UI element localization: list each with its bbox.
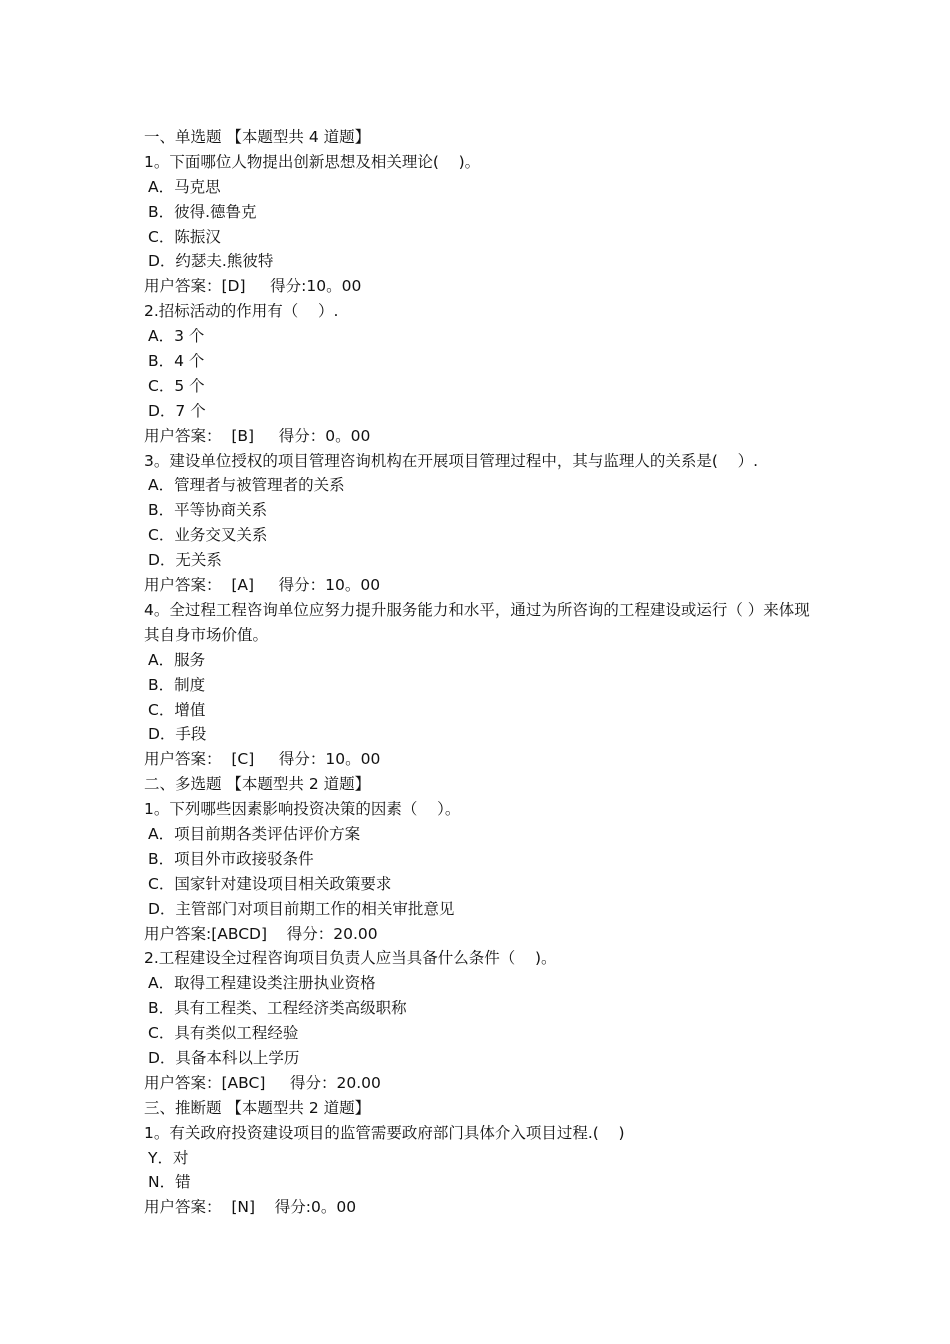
option-d: D．具备本科以上学历 bbox=[148, 1048, 300, 1067]
question-stem: 1。下面哪位人物提出创新思想及相关理论( )。 bbox=[144, 152, 481, 171]
option-a: A．马克思 bbox=[148, 177, 221, 196]
question-stem: 3。建设单位授权的项目管理咨询机构在开展项目管理过程中，其与监理人的关系是( ）. bbox=[144, 451, 759, 470]
section-header: 三、推断题 【本题型共 2 道题】 bbox=[144, 1098, 371, 1117]
question-stem: 4。全过程工程咨询单位应努力提升服务能力和水平，通过为所咨询的工程建设或运行（ ）来体现其自身市场价值。 bbox=[144, 600, 810, 644]
option-n: N．错 bbox=[148, 1173, 191, 1192]
option-b: B．项目外市政接驳条件 bbox=[148, 849, 314, 868]
question-stem: 1。下列哪些因素影响投资决策的因素（ ）。 bbox=[144, 800, 461, 819]
option-c: C．陈振汉 bbox=[148, 227, 221, 246]
question-stem: 1。有关政府投资建设项目的监管需要政府部门具体介入项目过程.( ) bbox=[144, 1123, 625, 1142]
option-b: B．具有工程类、工程经济类高级职称 bbox=[148, 999, 407, 1018]
question-stem: 2.工程建设全过程咨询项目负责人应当具备什么条件（ )。 bbox=[144, 949, 557, 968]
option-d: D．手段 bbox=[148, 725, 207, 744]
option-c: C．具有类似工程经验 bbox=[148, 1024, 299, 1043]
exam-document bbox=[144, 125, 824, 1220]
section-header: 一、单选题 【本题型共 4 道题】 bbox=[144, 128, 371, 146]
option-b: B．制度 bbox=[148, 675, 206, 694]
user-answer: 用户答案： [A] 得分：10。00 bbox=[144, 576, 381, 595]
option-b: B．4 个 bbox=[148, 352, 205, 371]
user-answer: 用户答案： [B] 得分：0。00 bbox=[144, 426, 371, 445]
option-a: A．项目前期各类评估评价方案 bbox=[148, 824, 361, 843]
option-a: A．管理者与被管理者的关系 bbox=[148, 476, 345, 495]
option-d: D．约瑟夫.熊彼特 bbox=[148, 252, 274, 271]
option-d: D．7 个 bbox=[148, 401, 206, 420]
user-answer: 用户答案：[ABC] 得分：20.00 bbox=[144, 1073, 381, 1092]
option-a: A．服务 bbox=[148, 650, 206, 669]
option-a: A．3 个 bbox=[148, 327, 205, 346]
option-b: B．平等协商关系 bbox=[148, 501, 268, 520]
user-answer: 用户答案：[D] 得分:10。00 bbox=[144, 277, 362, 296]
user-answer: 用户答案:[ABCD] 得分：20.00 bbox=[144, 924, 378, 943]
question-stem: 2.招标活动的作用有（ ）. bbox=[144, 302, 339, 321]
user-answer: 用户答案： [N] 得分:0。00 bbox=[144, 1198, 357, 1217]
option-c: C．增值 bbox=[148, 700, 206, 719]
option-y: Y．对 bbox=[148, 1148, 189, 1167]
option-c: C．5 个 bbox=[148, 376, 205, 395]
section-header: 二、多选题 【本题型共 2 道题】 bbox=[144, 775, 371, 794]
option-b: B．彼得.德鲁克 bbox=[148, 202, 257, 221]
option-c: C．业务交叉关系 bbox=[148, 526, 268, 545]
user-answer: 用户答案： [C] 得分：10。00 bbox=[144, 750, 381, 769]
option-a: A．取得工程建设类注册执业资格 bbox=[148, 974, 376, 993]
option-d: D．无关系 bbox=[148, 551, 222, 570]
option-c: C．国家针对建设项目相关政策要求 bbox=[148, 874, 392, 893]
option-d: D．主管部门对项目前期工作的相关审批意见 bbox=[148, 899, 455, 918]
